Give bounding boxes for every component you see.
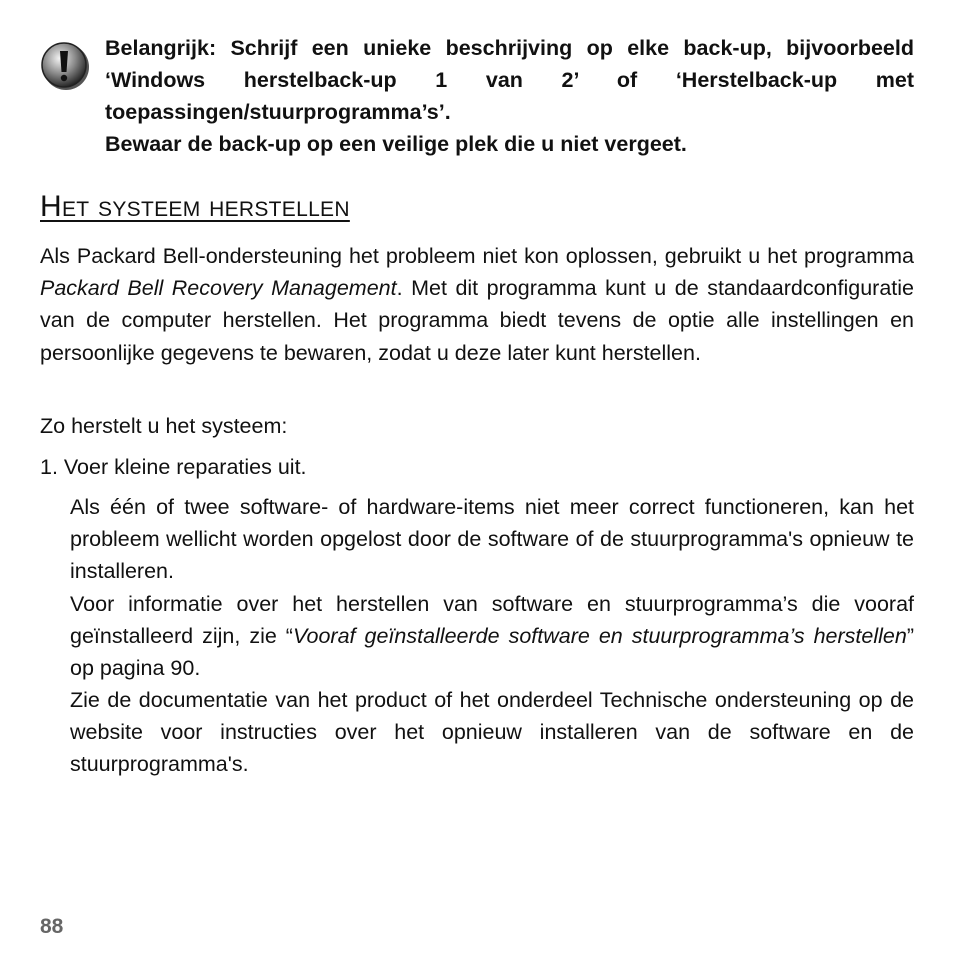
important-note <box>105 32 914 160</box>
intro-paragraph <box>40 240 914 369</box>
intro-text-after: . Met dit programma kunt u de standaardconfiguratie van de computer herstellen. Het programma biedt tevens de optie alle instellingen en persoonlijke gegevens te bewaren, zodat u deze later kunt herstellen. <box>40 276 914 365</box>
page-number: 88 <box>40 915 64 938</box>
important-note-main: Belangrijk: Schrijf een unieke beschrijving op elke back-up, bijvoorbeeld ‘Windows herstelback-up 1 van 2’ of ‘Herstelback-up met toepassingen/stuurprogramma’s’. <box>105 36 914 124</box>
step-1-detail-1: Als één of twee software- of hardware-items niet meer correct functioneren, kan het probleem wellicht worden opgelost door de software of de stuurprogramma's opnieuw te installeren. <box>70 495 914 584</box>
important-note-second: Bewaar de back-up op een veilige plek die u niet vergeet. <box>105 132 687 156</box>
step-1-detail-3: Zie de documentatie van het product of het onderdeel Technische ondersteuning op de website voor instructies over het opnieuw installeren van de software en de stuurprogramma's. <box>70 688 914 777</box>
how-to-paragraph: Zo herstelt u het systeem: <box>40 414 288 438</box>
section-heading: Het systeem herstellen <box>40 190 350 223</box>
step-1: 1. Voer kleine reparaties uit. <box>40 455 307 479</box>
detail-2-before: Voor informatie over het herstellen van software en stuurprogramma’s die vooraf geïnstalleerd zijn, zie “ <box>70 592 914 649</box>
step-1-detail-2 <box>70 588 914 685</box>
program-name: Packard Bell Recovery Management <box>40 276 397 301</box>
detail-2-after: ” op pagina 90. <box>70 624 914 681</box>
intro-text-before: Als Packard Bell-ondersteuning het probleem niet kon oplossen, gebruikt u het programma <box>40 244 914 268</box>
exclamation-warning-icon <box>40 40 90 92</box>
cross-reference-title[interactable]: Vooraf geïnstalleerde software en stuurprogramma’s herstellen <box>292 624 907 649</box>
